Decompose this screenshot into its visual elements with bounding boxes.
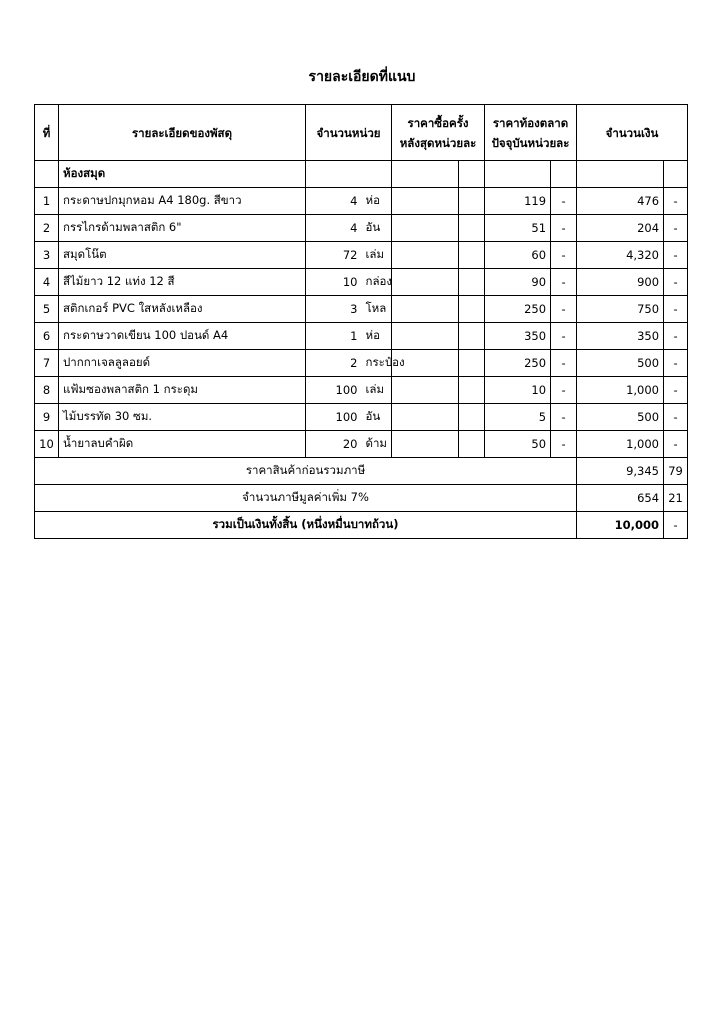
table-row [35, 404, 688, 431]
item-quantity: 2 [306, 350, 362, 377]
subtotal-amount: 9,345 [577, 458, 664, 485]
subtotal-label: ราคาสินค้าก่อนรวมภาษี [35, 458, 577, 485]
item-market-price-satang: - [551, 188, 577, 215]
item-market-price-satang: - [551, 269, 577, 296]
item-amount: 204 [577, 215, 664, 242]
subtotal-satang: 79 [664, 458, 688, 485]
item-market-price-satang: - [551, 404, 577, 431]
header-row [35, 105, 688, 161]
item-amount: 1,000 [577, 377, 664, 404]
table-row [35, 296, 688, 323]
item-last-price [392, 188, 459, 215]
item-market-price: 10 [485, 377, 551, 404]
item-quantity: 20 [306, 431, 362, 458]
header-market-price [485, 105, 577, 161]
item-last-price [392, 215, 459, 242]
item-market-price-satang: - [551, 323, 577, 350]
header-last-price-line2: หลังสุดหน่วยละ [399, 135, 477, 150]
item-amount: 4,320 [577, 242, 664, 269]
item-last-price [392, 377, 459, 404]
item-no: 2 [35, 215, 59, 242]
item-amount-satang: - [664, 296, 688, 323]
item-quantity: 100 [306, 377, 362, 404]
item-description: แฟ้มซองพลาสติก 1 กระดุม [59, 377, 306, 404]
header-market-price-line1: ราคาท้องตลาด [492, 115, 569, 130]
item-unit: อัน [362, 404, 392, 431]
item-market-price: 250 [485, 296, 551, 323]
page-title: รายละเอียดที่แนบ [308, 69, 416, 85]
item-amount: 350 [577, 323, 664, 350]
table-row [35, 188, 688, 215]
item-description: ปากกาเจลลูลอยด์ [59, 350, 306, 377]
item-last-price-satang [459, 377, 485, 404]
item-unit: เล่ม [362, 377, 392, 404]
header-quantity: จำนวนหน่วย [306, 105, 392, 161]
item-description: สติกเกอร์ PVC ใสหลังเหลือง [59, 296, 306, 323]
table-row [35, 269, 688, 296]
item-amount-satang: - [664, 215, 688, 242]
item-market-price-satang: - [551, 431, 577, 458]
table-row [35, 215, 688, 242]
total-amount: 10,000 [577, 512, 664, 539]
item-amount-satang: - [664, 431, 688, 458]
item-no: 4 [35, 269, 59, 296]
table-row [35, 242, 688, 269]
item-amount-satang: - [664, 323, 688, 350]
item-amount: 476 [577, 188, 664, 215]
item-last-price-satang [459, 269, 485, 296]
item-quantity: 10 [306, 269, 362, 296]
item-market-price-satang: - [551, 296, 577, 323]
item-unit: ห่อ [362, 188, 392, 215]
item-amount-satang: - [664, 242, 688, 269]
item-market-price: 50 [485, 431, 551, 458]
item-amount-satang: - [664, 188, 688, 215]
item-description: กรรไกรด้ามพลาสติก 6" [59, 215, 306, 242]
item-unit: เล่ม [362, 242, 392, 269]
item-no: 8 [35, 377, 59, 404]
item-market-price-satang: - [551, 377, 577, 404]
total-label: รวมเป็นเงินทั้งสิ้น (หนึ่งหมื่นบาทถ้วน) [35, 512, 577, 539]
item-amount: 500 [577, 350, 664, 377]
item-last-price-satang [459, 242, 485, 269]
header-no: ที่ [35, 105, 59, 161]
item-last-price [392, 404, 459, 431]
section-row [35, 161, 688, 188]
item-last-price-satang [459, 323, 485, 350]
item-description: สีไม้ยาว 12 แท่ง 12 สี [59, 269, 306, 296]
header-last-price-line1: ราคาซื้อครั้ง [407, 115, 469, 130]
item-unit: โหล [362, 296, 392, 323]
table-row [35, 350, 688, 377]
item-no: 10 [35, 431, 59, 458]
item-description: กระดาษวาดเขียน 100 ปอนด์ A4 [59, 323, 306, 350]
item-market-price: 90 [485, 269, 551, 296]
item-unit: ห่อ [362, 323, 392, 350]
item-last-price [392, 296, 459, 323]
vat-satang: 21 [664, 485, 688, 512]
item-last-price-satang [459, 188, 485, 215]
item-unit: ด้าม [362, 431, 392, 458]
item-market-price: 350 [485, 323, 551, 350]
item-quantity: 100 [306, 404, 362, 431]
item-market-price: 119 [485, 188, 551, 215]
item-amount: 500 [577, 404, 664, 431]
vat-row [35, 485, 688, 512]
item-description: น้ำยาลบคำผิด [59, 431, 306, 458]
vat-label: จำนวนภาษีมูลค่าเพิ่ม 7% [35, 485, 577, 512]
item-unit: กล่อง [362, 269, 392, 296]
items-table [34, 104, 688, 539]
item-last-price [392, 269, 459, 296]
item-last-price-satang [459, 431, 485, 458]
item-market-price-satang: - [551, 350, 577, 377]
subtotal-row [35, 458, 688, 485]
item-quantity: 4 [306, 215, 362, 242]
item-no: 7 [35, 350, 59, 377]
item-no: 9 [35, 404, 59, 431]
item-market-price-satang: - [551, 242, 577, 269]
header-amount: จำนวนเงิน [577, 105, 688, 161]
item-description: กระดาษปกมุกหอม A4 180g. สีขาว [59, 188, 306, 215]
item-last-price-satang [459, 296, 485, 323]
item-market-price: 5 [485, 404, 551, 431]
table-row [35, 377, 688, 404]
total-satang: - [664, 512, 688, 539]
vat-amount: 654 [577, 485, 664, 512]
item-amount: 900 [577, 269, 664, 296]
item-no: 3 [35, 242, 59, 269]
item-last-price-satang [459, 350, 485, 377]
item-last-price [392, 431, 459, 458]
item-amount-satang: - [664, 269, 688, 296]
item-market-price: 250 [485, 350, 551, 377]
item-market-price-satang: - [551, 215, 577, 242]
header-description: รายละเอียดของพัสดุ [59, 105, 306, 161]
item-no: 6 [35, 323, 59, 350]
item-no: 5 [35, 296, 59, 323]
item-last-price-satang [459, 215, 485, 242]
item-quantity: 72 [306, 242, 362, 269]
item-amount-satang: - [664, 377, 688, 404]
total-row [35, 512, 688, 539]
table-row [35, 323, 688, 350]
item-no: 1 [35, 188, 59, 215]
header-last-price [392, 105, 485, 161]
item-description: สมุดโน๊ต [59, 242, 306, 269]
item-last-price [392, 242, 459, 269]
item-quantity: 3 [306, 296, 362, 323]
item-market-price: 60 [485, 242, 551, 269]
item-amount: 1,000 [577, 431, 664, 458]
item-quantity: 1 [306, 323, 362, 350]
header-market-price-line2: ปัจจุบันหน่วยละ [491, 135, 570, 150]
table-row [35, 431, 688, 458]
item-last-price [392, 323, 459, 350]
item-market-price: 51 [485, 215, 551, 242]
item-amount: 750 [577, 296, 664, 323]
item-last-price-satang [459, 404, 485, 431]
item-unit: กระป๋อง [362, 350, 392, 377]
item-unit: อัน [362, 215, 392, 242]
item-description: ไม้บรรทัด 30 ซม. [59, 404, 306, 431]
item-quantity: 4 [306, 188, 362, 215]
item-amount-satang: - [664, 404, 688, 431]
item-amount-satang: - [664, 350, 688, 377]
section-title: ห้องสมุด [59, 161, 306, 188]
